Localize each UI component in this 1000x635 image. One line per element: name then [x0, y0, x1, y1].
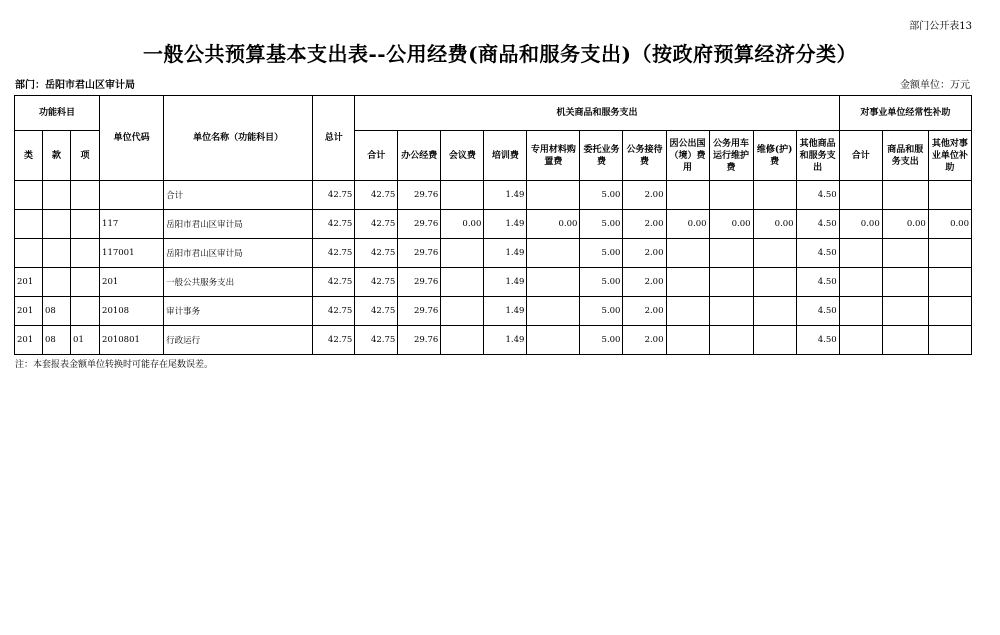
- cell-kuan: [43, 210, 71, 239]
- cell-xiang: [71, 268, 100, 297]
- footnote: 注：本套报表金额单位转换时可能存在尾数误差。: [15, 360, 214, 370]
- cell-unit-code: 201: [100, 268, 164, 297]
- cell-amount: 4.50: [796, 210, 839, 239]
- cell-lei: 201: [15, 268, 43, 297]
- cell-amount: [928, 239, 971, 268]
- header-sub-col: 会议费: [441, 131, 484, 181]
- cell-amount: [839, 268, 882, 297]
- header-unit-name: 单位名称（功能科目）: [164, 96, 313, 181]
- cell-amount: [709, 239, 753, 268]
- budget-table: [14, 95, 972, 355]
- header-xiang: 项: [71, 131, 100, 181]
- cell-amount: 4.50: [796, 297, 839, 326]
- cell-amount: 29.76: [398, 181, 441, 210]
- cell-amount: [709, 181, 753, 210]
- header-unit-code: 单位代码: [100, 96, 164, 181]
- cell-amount: [527, 326, 580, 355]
- table-row: [15, 268, 972, 297]
- cell-amount: 29.76: [398, 239, 441, 268]
- header-sub-col: 公务用车运行维护费: [709, 131, 753, 181]
- cell-lei: [15, 210, 43, 239]
- cell-amount: 0.00: [709, 210, 753, 239]
- header-sub-col: 公务接待费: [623, 131, 666, 181]
- cell-amount: 2.00: [623, 181, 666, 210]
- cell-amount: 29.76: [398, 268, 441, 297]
- cell-amount: [441, 326, 484, 355]
- cell-amount: 1.49: [484, 239, 527, 268]
- cell-amount: [666, 239, 709, 268]
- cell-amount: [527, 268, 580, 297]
- cell-amount: 4.50: [796, 239, 839, 268]
- cell-amount: [527, 181, 580, 210]
- page-title: 一般公共预算基本支出表--公用经费(商品和服务支出)（按政府预算经济分类）: [142, 42, 858, 66]
- cell-amount: 29.76: [398, 326, 441, 355]
- cell-kuan: 08: [43, 297, 71, 326]
- cell-amount: [839, 181, 882, 210]
- table-number-label: 部门公开表13: [909, 21, 972, 32]
- cell-amount: 42.75: [313, 326, 355, 355]
- cell-amount: 29.76: [398, 297, 441, 326]
- cell-amount: 29.76: [398, 210, 441, 239]
- cell-amount: [753, 268, 796, 297]
- cell-amount: [928, 326, 971, 355]
- cell-unit-code: 2010801: [100, 326, 164, 355]
- header-sub-col: 其他对事业单位补助: [928, 131, 971, 181]
- cell-kuan: [43, 239, 71, 268]
- cell-amount: 0.00: [527, 210, 580, 239]
- cell-amount: 0.00: [753, 210, 796, 239]
- cell-amount: 42.75: [313, 239, 355, 268]
- cell-amount: 42.75: [313, 181, 355, 210]
- cell-amount: 0.00: [441, 210, 484, 239]
- table-body: [15, 181, 972, 355]
- cell-amount: 5.00: [580, 268, 623, 297]
- cell-amount: [753, 297, 796, 326]
- table-row: [15, 181, 972, 210]
- header-total: 总计: [313, 96, 355, 181]
- cell-amount: 4.50: [796, 268, 839, 297]
- header-sub-col: 因公出国（境）费用: [666, 131, 709, 181]
- cell-amount: [441, 181, 484, 210]
- cell-amount: [527, 297, 580, 326]
- cell-amount: [928, 268, 971, 297]
- cell-amount: [839, 239, 882, 268]
- cell-amount: [839, 326, 882, 355]
- cell-lei: [15, 181, 43, 210]
- cell-amount: [882, 268, 928, 297]
- header-sub-col: 专用材料购置费: [527, 131, 580, 181]
- cell-amount: [928, 181, 971, 210]
- cell-amount: 42.75: [355, 297, 398, 326]
- cell-amount: 1.49: [484, 326, 527, 355]
- cell-xiang: 01: [71, 326, 100, 355]
- cell-amount: 5.00: [580, 239, 623, 268]
- header-sub-col: 委托业务费: [580, 131, 623, 181]
- cell-amount: [928, 297, 971, 326]
- cell-amount: 0.00: [928, 210, 971, 239]
- table-row: [15, 239, 972, 268]
- cell-amount: 2.00: [623, 239, 666, 268]
- cell-unit-code: [100, 181, 164, 210]
- cell-kuan: 08: [43, 326, 71, 355]
- header-sub-col: 合计: [355, 131, 398, 181]
- cell-amount: [666, 326, 709, 355]
- cell-amount: 42.75: [313, 297, 355, 326]
- cell-amount: [839, 297, 882, 326]
- cell-xiang: [71, 297, 100, 326]
- cell-amount: 5.00: [580, 326, 623, 355]
- cell-amount: 42.75: [313, 268, 355, 297]
- header-sub-col: 办公经费: [398, 131, 441, 181]
- header-lei: 类: [15, 131, 43, 181]
- cell-xiang: [71, 239, 100, 268]
- header-goods-services: 机关商品和服务支出: [355, 96, 839, 131]
- header-sub-col: 商品和服务支出: [882, 131, 928, 181]
- cell-amount: [441, 297, 484, 326]
- header-sub-col: 其他商品和服务支出: [796, 131, 839, 181]
- cell-amount: 0.00: [666, 210, 709, 239]
- cell-amount: [882, 326, 928, 355]
- cell-amount: [753, 326, 796, 355]
- cell-amount: 1.49: [484, 181, 527, 210]
- cell-amount: 1.49: [484, 210, 527, 239]
- cell-unit-name: 审计事务: [164, 297, 313, 326]
- cell-amount: 2.00: [623, 210, 666, 239]
- cell-amount: [666, 181, 709, 210]
- cell-amount: [882, 181, 928, 210]
- cell-amount: 2.00: [623, 268, 666, 297]
- cell-amount: 1.49: [484, 268, 527, 297]
- cell-lei: 201: [15, 297, 43, 326]
- table-row: [15, 326, 972, 355]
- cell-amount: 42.75: [355, 181, 398, 210]
- cell-amount: [753, 239, 796, 268]
- cell-amount: [709, 297, 753, 326]
- cell-xiang: [71, 181, 100, 210]
- cell-lei: [15, 239, 43, 268]
- cell-amount: 0.00: [839, 210, 882, 239]
- cell-amount: 2.00: [623, 326, 666, 355]
- department-label: 部门：岳阳市君山区审计局: [15, 80, 135, 91]
- cell-amount: 42.75: [355, 239, 398, 268]
- cell-amount: 5.00: [580, 210, 623, 239]
- header-sub-col: 培训费: [484, 131, 527, 181]
- cell-amount: [441, 239, 484, 268]
- header-kuan: 款: [43, 131, 71, 181]
- cell-amount: [709, 268, 753, 297]
- cell-amount: 42.75: [355, 326, 398, 355]
- cell-unit-name: 岳阳市君山区审计局: [164, 210, 313, 239]
- cell-amount: [882, 239, 928, 268]
- cell-unit-name: 合计: [164, 181, 313, 210]
- table-row: [15, 297, 972, 326]
- cell-amount: 42.75: [355, 210, 398, 239]
- cell-amount: [709, 326, 753, 355]
- cell-xiang: [71, 210, 100, 239]
- header-subsidy: 对事业单位经常性补助: [839, 96, 971, 131]
- cell-lei: 201: [15, 326, 43, 355]
- header-sub-col: 维修(护)费: [753, 131, 796, 181]
- cell-unit-name: 行政运行: [164, 326, 313, 355]
- table-row: [15, 210, 972, 239]
- cell-amount: [441, 268, 484, 297]
- cell-amount: 2.00: [623, 297, 666, 326]
- cell-amount: 5.00: [580, 297, 623, 326]
- cell-kuan: [43, 268, 71, 297]
- cell-amount: 42.75: [355, 268, 398, 297]
- cell-amount: 1.49: [484, 297, 527, 326]
- header-sub-col: 合计: [839, 131, 882, 181]
- cell-amount: [882, 297, 928, 326]
- cell-amount: [666, 297, 709, 326]
- cell-amount: 42.75: [313, 210, 355, 239]
- cell-amount: [666, 268, 709, 297]
- cell-amount: [527, 239, 580, 268]
- cell-amount: 4.50: [796, 326, 839, 355]
- cell-unit-code: 117: [100, 210, 164, 239]
- header-func-subject: 功能科目: [15, 96, 100, 131]
- cell-amount: 0.00: [882, 210, 928, 239]
- cell-kuan: [43, 181, 71, 210]
- cell-unit-code: 20108: [100, 297, 164, 326]
- unit-label: 金额单位：万元: [900, 80, 970, 91]
- cell-unit-name: 一般公共服务支出: [164, 268, 313, 297]
- cell-amount: 5.00: [580, 181, 623, 210]
- cell-amount: [753, 181, 796, 210]
- cell-unit-name: 岳阳市君山区审计局: [164, 239, 313, 268]
- cell-amount: 4.50: [796, 181, 839, 210]
- cell-unit-code: 117001: [100, 239, 164, 268]
